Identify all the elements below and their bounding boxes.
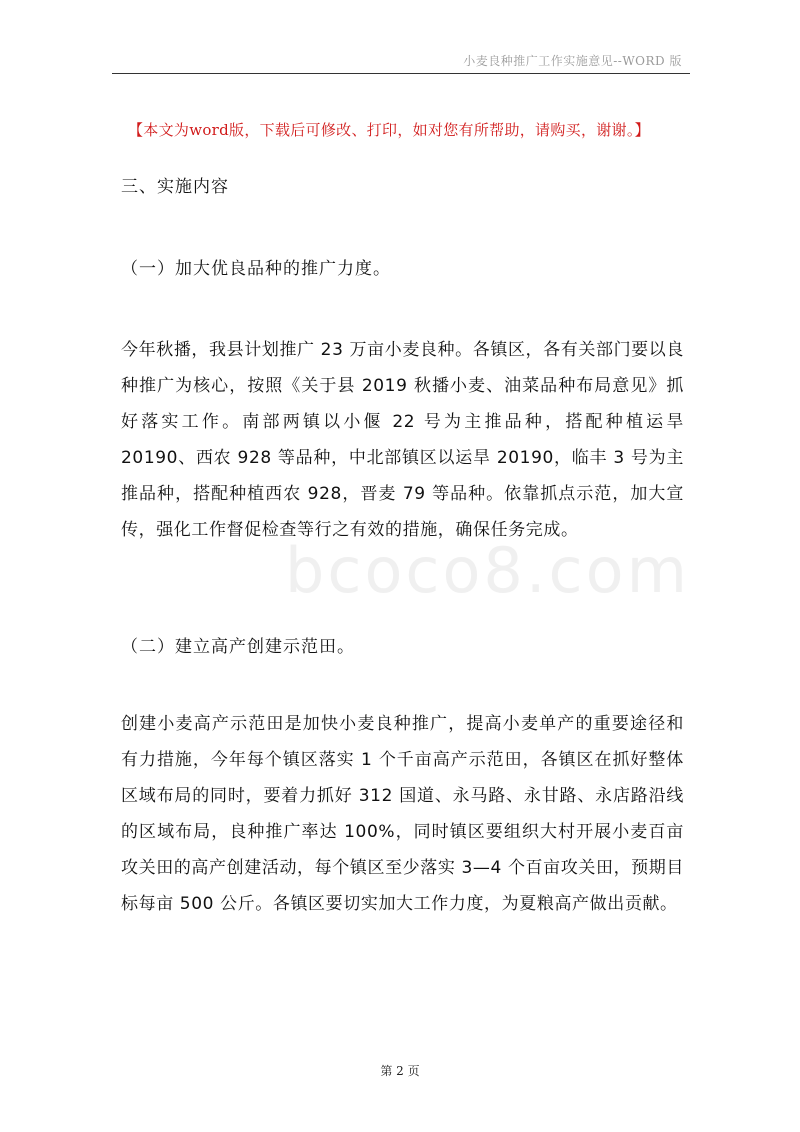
subsection-1-title: （一）加大优良品种的推广力度。 — [121, 259, 391, 279]
watermark: bcoco8.com — [285, 534, 690, 607]
paragraph-text: 创建小麦高产示范田是加快小麦良种推广，提高小麦单产的重要途径和有力措施，今年每个镇区落实 1 个千亩高产示范田，各镇区在抓好整体区域布局的同时，要着力抓好 312 国道、永马路、永甘路、永店路沿线的区域布局，良种推广率达 100%，同时镇区要组织大村开展小麦百亩攻关田的高产创建活动，每个镇区至少落实 3—4 个百亩攻关田，预期目标每亩 500 公斤。各镇区要切实加大工作力度，为夏粮高产做出贡献。 — [121, 714, 684, 914]
running-header: 小麦良种推广工作实施意见--WORD 版 — [463, 54, 682, 68]
subsection-1-paragraph — [121, 332, 684, 548]
paragraph-text: 今年秋播，我县计划推广 23 万亩小麦良种。各镇区，各有关部门要以良种推广为核心，按照《关于县 2019 秋播小麦、油菜品种布局意见》抓好落实工作。南部两镇以小偃 22 号为主推品种，搭配种植运旱 20190、西农 928 等品种，中北部镇区以运旱 20190，临丰 3 号为主推品种，搭配种植西农 928，晋麦 79 等品种。依靠抓点示范，加大宣传，强化工作督促检查等行之有效的措施，确保任务完成。 — [121, 340, 684, 540]
page-number: 第 2 页 — [380, 1064, 420, 1078]
purchase-notice: 【本文为word版，下载后可修改、打印，如对您有所帮助，请购买，谢谢。】 — [128, 121, 650, 139]
subsection-2-title: （二）建立高产创建示范田。 — [121, 637, 355, 657]
header-divider — [112, 73, 690, 74]
section-title: 三、实施内容 — [121, 177, 229, 197]
subsection-2-paragraph — [121, 706, 684, 922]
